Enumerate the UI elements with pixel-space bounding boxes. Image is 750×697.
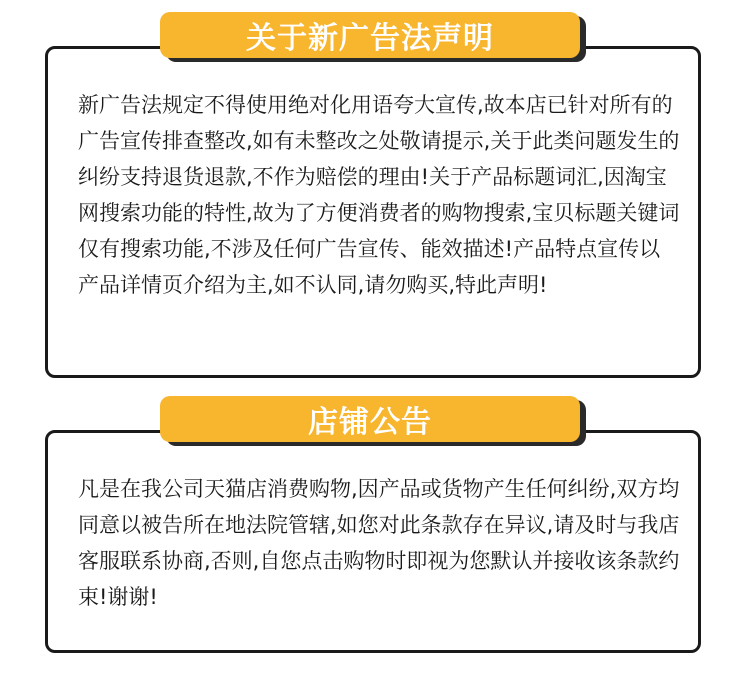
- store-announcement-panel: [45, 430, 701, 653]
- ad-law-statement-panel: [45, 46, 701, 378]
- store-announcement-text: 凡是在我公司天猫店消费购物,因产品或货物产生任何纠纷,双方均同意以被告所在地法院管辖,如您对此条款存在异议,请及时与我店客服联系协商,否则,自您点击购物时即视为您默认并接收该条款约束!谢谢!: [78, 477, 680, 609]
- ad-law-statement-text: 新广告法规定不得使用绝对化用语夸大宣传,故本店已针对所有的广告宣传排查整改,如有未整改之处敬请提示,关于此类问题发生的纠纷支持退货退款,不作为赔偿的理由!关于产品标题词汇,因淘宝网搜索功能的特性,故为了方便消费者的购物搜索,宝贝标题关键词仅有搜索功能,不涉及任何广告宣传、能效描述!产品特点宣传以产品详情页介绍为主,如不认同,请勿购买,特此声明!: [78, 93, 680, 297]
- ad-law-statement-title: 关于新广告法声明: [160, 12, 580, 58]
- store-announcement-title: 店铺公告: [160, 396, 580, 442]
